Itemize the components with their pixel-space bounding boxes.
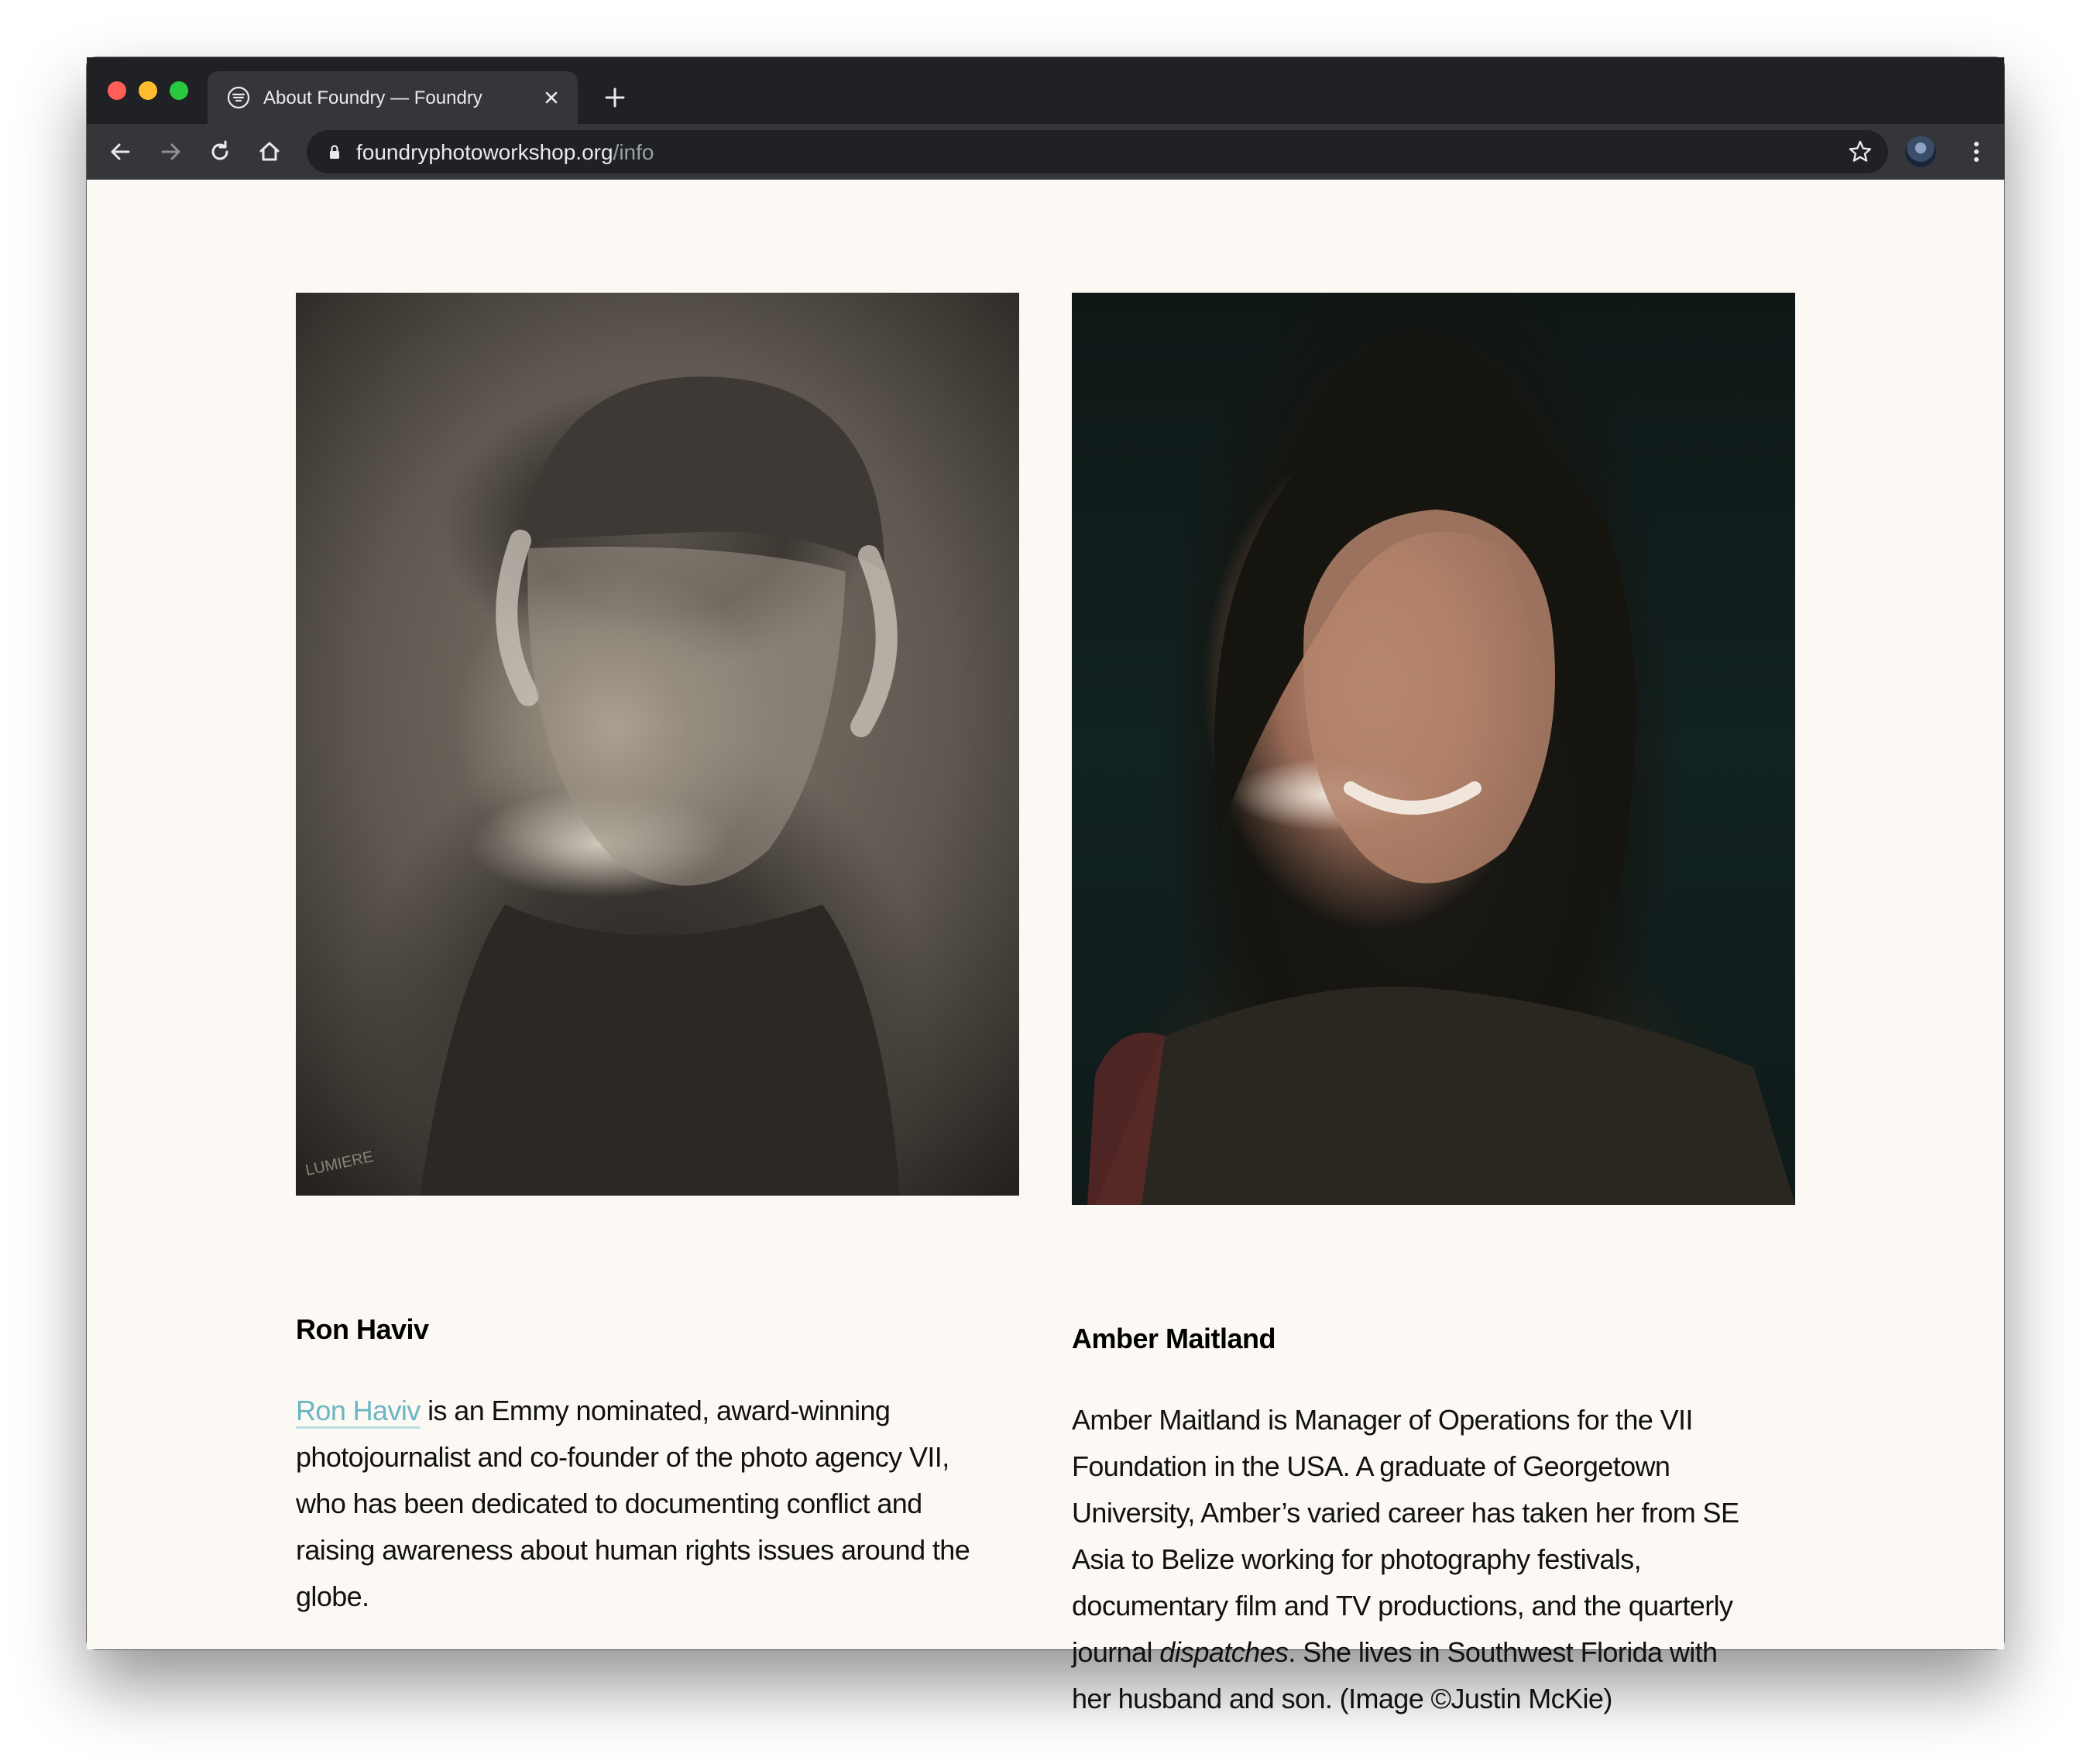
bio-line: Asia to Belize working for photography festivals, <box>1072 1543 1641 1575</box>
lock-icon[interactable] <box>324 141 345 163</box>
bio-line: Foundation in the USA. A graduate of Georgetown <box>1072 1450 1670 1482</box>
bio-line: raising awareness about human rights issues around the <box>296 1534 970 1566</box>
person-name-amber-maitland: Amber Maitland <box>1072 1323 1276 1354</box>
url-host: foundryphotoworkshop.org <box>356 140 613 164</box>
bio-line: her husband and son. (Image ©Justin McKie) <box>1072 1683 1612 1714</box>
close-window-button[interactable] <box>108 81 126 100</box>
portrait-ron-haviv <box>296 293 1019 1196</box>
bio-text: journal <box>1072 1636 1160 1668</box>
bookmark-star-icon[interactable] <box>1845 136 1876 167</box>
dispatches-journal-title: dispatches <box>1159 1636 1289 1668</box>
tab-title: About Foundry — Foundry <box>263 88 482 108</box>
bio-line: who has been dedicated to documenting conflict and <box>296 1488 922 1519</box>
forward-icon[interactable] <box>155 136 186 167</box>
portrait-shapes <box>296 293 1019 1196</box>
bio-amber-maitland <box>1072 1397 1808 1722</box>
url-text <box>356 140 654 165</box>
title-bar <box>87 57 2004 124</box>
lumiere-watermark: LUMIERE <box>304 1148 376 1179</box>
bio-line: photojournalist and co-founder of the photo agency VII, <box>296 1441 949 1473</box>
bio-text: is an Emmy nominated, award-winning <box>420 1395 891 1426</box>
minimize-window-button[interactable] <box>139 81 157 100</box>
portrait-amber-maitland <box>1072 293 1795 1205</box>
bio-line <box>296 1388 1032 1434</box>
tab-about-foundry[interactable] <box>208 71 578 124</box>
browser-window <box>87 57 2004 1714</box>
bio-line: globe. <box>296 1580 369 1612</box>
profile-avatar[interactable] <box>1905 136 1936 167</box>
bio-line <box>1072 1629 1808 1676</box>
bio-line: University, Amber’s varied career has taken her from SE <box>1072 1497 1739 1529</box>
bio-ron-haviv <box>296 1388 1032 1620</box>
bio-text: . She lives in Southwest Florida with <box>1288 1636 1718 1668</box>
url-path: /info <box>613 140 654 164</box>
new-tab-icon[interactable] <box>601 84 629 112</box>
zoom-window-button[interactable] <box>170 81 188 100</box>
person-name-ron-haviv: Ron Haviv <box>296 1313 429 1345</box>
close-tab-icon[interactable] <box>537 84 565 112</box>
reload-icon[interactable] <box>204 136 235 167</box>
browser-toolbar <box>87 124 2004 180</box>
ron-haviv-link[interactable]: Ron Haviv <box>296 1395 421 1426</box>
back-icon[interactable] <box>105 136 136 167</box>
page-content <box>87 180 2004 1714</box>
address-bar[interactable] <box>307 130 1888 173</box>
bio-line: Amber Maitland is Manager of Operations for the VII <box>1072 1404 1693 1436</box>
kebab-menu-icon[interactable] <box>1961 136 1992 167</box>
foundry-favicon-icon <box>226 85 251 110</box>
home-icon[interactable] <box>254 136 285 167</box>
bio-line: documentary film and TV productions, and the quarterly <box>1072 1590 1733 1622</box>
portrait-shapes <box>1072 293 1795 1205</box>
